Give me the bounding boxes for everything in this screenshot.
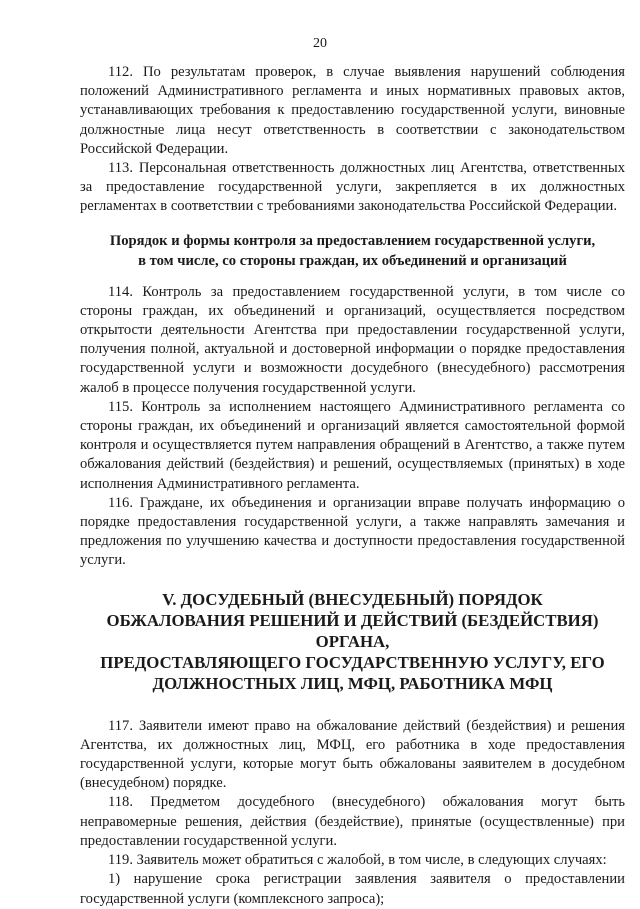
paragraph-116: 116. Граждане, их объединения и организации вправе получать информацию о порядке предоставления государственной услуги, а также направлять замечания и предложения по улучшению качества и доступности предоставления государственной услуги.: [80, 494, 625, 569]
paragraph-113: 113. Персональная ответственность должностных лиц Агентства, ответственных за предоставление государственной услуги, закрепляется в их должностных регламентах в соответствии с требованиями законодательства Российской Федерации.: [80, 160, 625, 215]
section-heading: [80, 589, 625, 694]
paragraph-119: 119. Заявитель может обратиться с жалобой, в том числе, в следующих случаях:: [108, 852, 607, 869]
paragraph-119-item-1: 1) нарушение срока регистрации заявления заявителя о предоставлении государственной услуги (комплексного запроса);: [80, 871, 625, 907]
section-heading-line-1: V. ДОСУДЕБНЫЙ (ВНЕСУДЕБНЫЙ) ПОРЯДОК: [162, 589, 543, 609]
paragraph-115: 115. Контроль за исполнением настоящего Административного регламента со стороны граждан, их объединений и организаций является самостоятельной формой контроля и осуществляется путем направления обращений в Агентство, а также путем обжалования действий (бездействия) и решений, осуществляемых (принятых) в ходе исполнения Административного регламента.: [80, 398, 625, 492]
section-heading-line-2: ОБЖАЛОВАНИЯ РЕШЕНИЙ И ДЕЙСТВИЙ (БЕЗДЕЙСТВИЯ) ОРГАНА,: [106, 610, 599, 651]
section-heading-line-4: ДОЛЖНОСТНЫХ ЛИЦ, МФЦ, РАБОТНИКА МФЦ: [152, 673, 553, 693]
page-number: 20: [313, 36, 327, 51]
subsection-heading-line-1: Порядок и формы контроля за предоставлением государственной услуги,: [109, 232, 596, 249]
subsection-heading: [80, 231, 625, 271]
spacer: [80, 217, 625, 231]
spacer: [80, 271, 625, 283]
spacer: [80, 694, 625, 717]
paragraph-114: 114. Контроль за предоставлением государственной услуги, в том числе со стороны граждан, их объединений и организаций, осуществляется посредством открытости деятельности Агентства при предоставлении государственной услуги, получения полной, актуальной и достоверной информации о порядке предоставления государственной услуги и возможности досудебного (внесудебного) рассмотрения жалоб в процессе получения государственной услуги.: [80, 283, 625, 396]
subsection-heading-line-2: в том числе, со стороны граждан, их объединений и организаций: [138, 252, 567, 269]
spacer: [80, 571, 625, 589]
paragraph-112: 112. По результатам проверок, в случае выявления нарушений соблюдения положений Административного регламента и иных нормативных правовых актов, устанавливающих требования к предоставлению государственной услуги, виновные должностные лица несут ответственность в соответствии с законодательством Российской Федерации.: [80, 64, 625, 157]
paragraph-117: 117. Заявители имеют право на обжалование действий (бездействия) и решения Агентства, их должностных лиц, МФЦ, его работника в ходе предоставления государственной услуги, которые могут быть обжалованы заявителем в досудебном (внесудебном) порядке.: [80, 717, 625, 792]
paragraph-118: 118. Предметом досудебного (внесудебного) обжалования могут быть неправомерные решения, действия (бездействие), принятые (осуществленные) при предоставлении государственной услуги.: [80, 794, 625, 849]
document-body: [80, 63, 625, 909]
section-heading-line-3: ПРЕДОСТАВЛЯЮЩЕГО ГОСУДАРСТВЕННУЮ УСЛУГУ, ЕГО: [100, 652, 605, 672]
